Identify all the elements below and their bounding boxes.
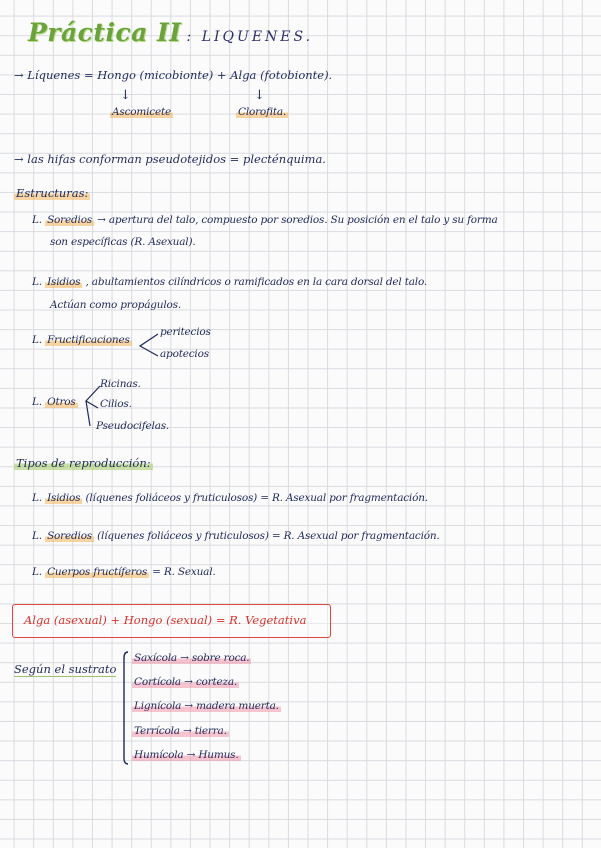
title-main: Práctica II [28,18,182,47]
section-heading-reproduccion: Tipos de reproducción: [16,456,151,470]
section-heading-sustrato: Según el sustrato [14,662,117,676]
branch-pseudocifelas: Pseudocifelas. [96,420,170,432]
isidios-line-2: Actúan como propágulos. [50,299,181,311]
soredios-line-1: L. Soredios → apertura del talo, compuesto por soredios. Su posición en el talo y su forma [32,214,498,226]
otros-item: L. Otros [32,396,76,408]
sustrato-item: Cortícola → corteza. [134,676,238,688]
fructificaciones-item: L. Fructificaciones [32,334,130,346]
boxed-text: Alga (asexual) + Hongo (sexual) = R. Vegetativa [24,613,307,627]
soredios-line-2: son específicas (R. Asexual). [50,236,196,248]
sustrato-item: Terrícola → tierra. [134,725,227,737]
intro-line-2: → las hifas conforman pseudotejidos = plecténquima. [14,152,326,166]
reproduccion-item-isidios: L. Isidios (líquenes foliáceos y fruticulosos) = R. Asexual por fragmentación. [32,492,428,504]
section-heading-estructuras: Estructuras: [16,186,89,200]
sustrato-item: Humícola → Humus. [134,749,239,761]
sustrato-item: Lignícola → madera muerta. [134,700,279,712]
sustrato-item: Saxícola → sobre roca. [134,652,250,664]
branch-cilios: Cilios. [100,398,132,410]
arrow-down-icon: ↓ [120,88,131,103]
sub-label-clorofita: Clorofita. [238,106,287,118]
reproduccion-item-soredios: L. Soredios (líquenes foliáceos y fruticulosos) = R. Asexual por fragmentación. [32,530,440,542]
branch-apotecios: apotecios [160,348,209,360]
intro-line-1: → Líquenes = Hongo (micobionte) + Alga (fotobionte). [14,68,333,82]
reproduccion-item-cuerpos: L. Cuerpos fructíferos = R. Sexual. [32,566,216,578]
sub-label-ascomicete: Ascomicete [112,106,172,118]
arrow-down-icon: ↓ [254,88,265,103]
isidios-line-1: L. Isidios , abultamientos cilíndricos o ramificados en la cara dorsal del talo. [32,276,428,288]
title-sub: : LIQUENES. [186,29,314,45]
branch-peritecios: peritecios [160,326,211,338]
branch-ricinas: Ricinas. [100,378,141,390]
